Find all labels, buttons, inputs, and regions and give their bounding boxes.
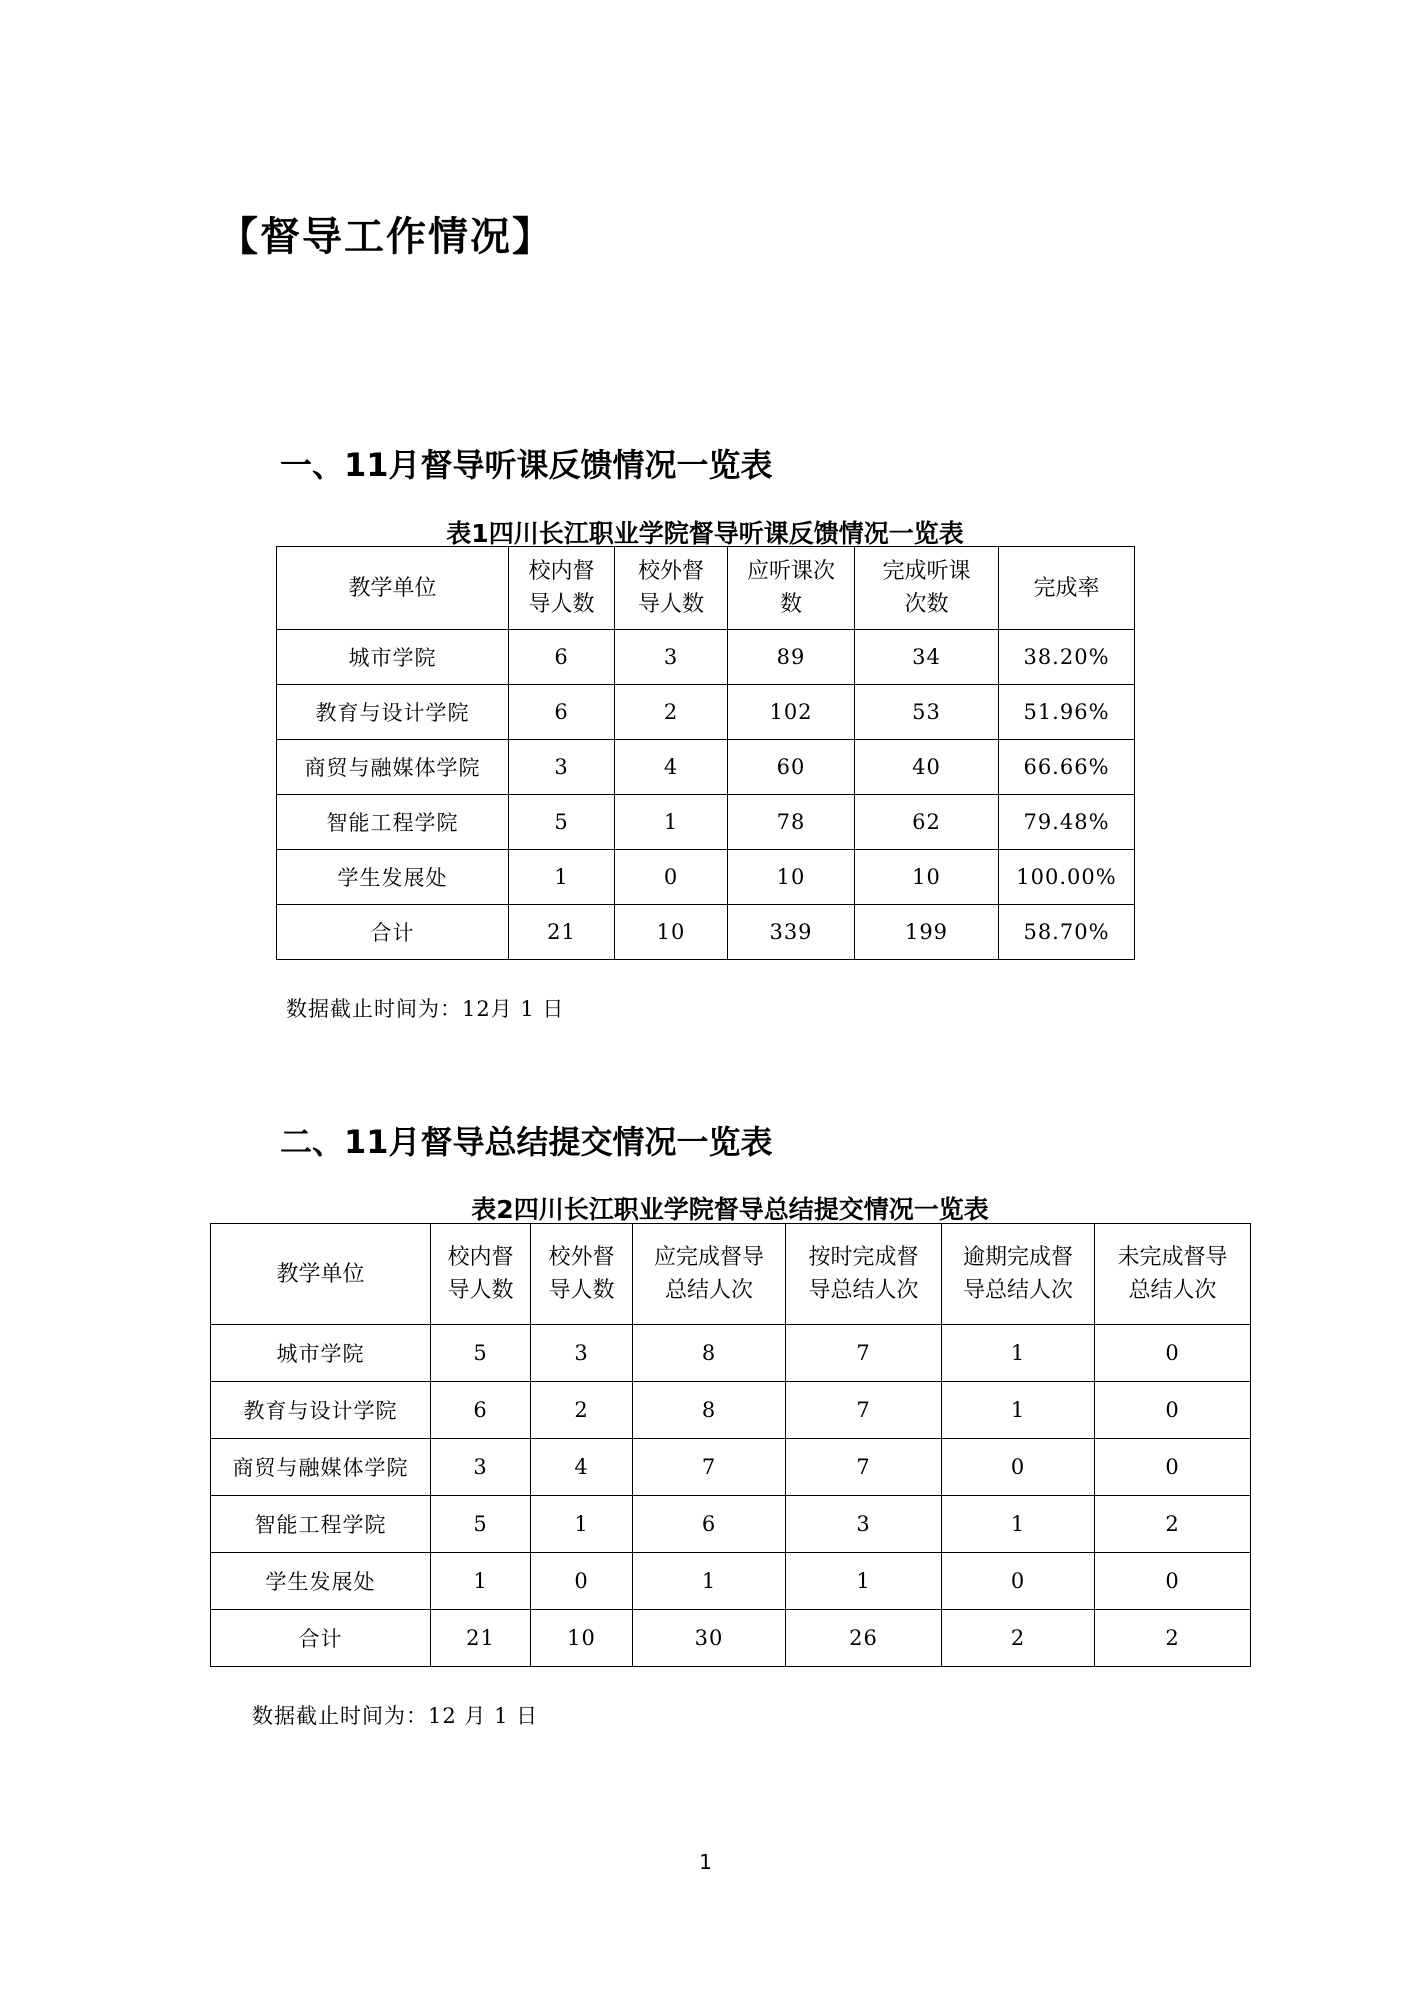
table2-header-row [211,1224,1251,1325]
value-cell: 6 [509,685,615,740]
value-cell: 5 [431,1325,531,1382]
value-cell: 2 [1095,1496,1251,1553]
value-cell: 1 [431,1553,531,1610]
table-row [277,905,1135,960]
value-cell: 100.00% [999,850,1135,905]
unit-name-cell: 商贸与融媒体学院 [277,740,509,795]
column-header: 完成听课 次数 [855,547,999,630]
value-cell: 10 [728,850,855,905]
value-cell: 7 [786,1439,942,1496]
column-header: 教学单位 [211,1224,431,1325]
section2-heading: 二、11月督导总结提交情况一览表 [280,1123,773,1161]
table-row [211,1496,1251,1553]
unit-name-cell: 智能工程学院 [277,795,509,850]
value-cell: 34 [855,630,999,685]
value-cell: 79.48% [999,795,1135,850]
column-header: 校外督 导人数 [531,1224,633,1325]
value-cell: 89 [728,630,855,685]
value-cell: 0 [1095,1439,1251,1496]
value-cell: 60 [728,740,855,795]
value-cell: 1 [786,1553,942,1610]
value-cell: 66.66% [999,740,1135,795]
column-header: 校内督 导人数 [509,547,615,630]
value-cell: 10 [615,905,728,960]
value-cell: 78 [728,795,855,850]
column-header: 逾期完成督 导总结人次 [942,1224,1095,1325]
value-cell: 0 [1095,1382,1251,1439]
column-header: 应完成督导 总结人次 [633,1224,786,1325]
value-cell: 0 [1095,1553,1251,1610]
table-row [211,1382,1251,1439]
value-cell: 339 [728,905,855,960]
value-cell: 8 [633,1382,786,1439]
table1-data-cutoff-note: 数据截止时间为：12月 1 日 [286,997,565,1021]
value-cell: 2 [615,685,728,740]
value-cell: 51.96% [999,685,1135,740]
unit-name-cell: 学生发展处 [211,1553,431,1610]
value-cell: 3 [431,1439,531,1496]
value-cell: 7 [786,1325,942,1382]
unit-name-cell: 合计 [211,1610,431,1667]
table-row [277,850,1135,905]
value-cell: 10 [531,1610,633,1667]
table-row [211,1610,1251,1667]
table1-header-row [277,547,1135,630]
value-cell: 26 [786,1610,942,1667]
unit-name-cell: 商贸与融媒体学院 [211,1439,431,1496]
value-cell: 3 [615,630,728,685]
unit-name-cell: 城市学院 [277,630,509,685]
page-title: 【督导工作情况】 [218,214,554,260]
value-cell: 7 [633,1439,786,1496]
value-cell: 0 [942,1439,1095,1496]
value-cell: 3 [509,740,615,795]
table-row [277,630,1135,685]
value-cell: 21 [509,905,615,960]
column-header: 应听课次 数 [728,547,855,630]
unit-name-cell: 学生发展处 [277,850,509,905]
value-cell: 3 [786,1496,942,1553]
value-cell: 199 [855,905,999,960]
value-cell: 0 [615,850,728,905]
unit-name-cell: 城市学院 [211,1325,431,1382]
unit-name-cell: 教育与设计学院 [211,1382,431,1439]
column-header: 校外督 导人数 [615,547,728,630]
value-cell: 53 [855,685,999,740]
value-cell: 21 [431,1610,531,1667]
value-cell: 7 [786,1382,942,1439]
value-cell: 1 [942,1496,1095,1553]
value-cell: 5 [509,795,615,850]
value-cell: 3 [531,1325,633,1382]
value-cell: 58.70% [999,905,1135,960]
value-cell: 62 [855,795,999,850]
section1-heading: 一、11月督导听课反馈情况一览表 [280,446,773,484]
table-row [211,1325,1251,1382]
value-cell: 1 [942,1382,1095,1439]
unit-name-cell: 合计 [277,905,509,960]
table-row [277,795,1135,850]
value-cell: 30 [633,1610,786,1667]
table-row [277,685,1135,740]
value-cell: 2 [1095,1610,1251,1667]
value-cell: 4 [531,1439,633,1496]
value-cell: 102 [728,685,855,740]
table2-data-cutoff-note: 数据截止时间为：12 月 1 日 [252,1704,539,1728]
value-cell: 38.20% [999,630,1135,685]
value-cell: 0 [531,1553,633,1610]
value-cell: 4 [615,740,728,795]
table-row [277,740,1135,795]
column-header: 校内督 导人数 [431,1224,531,1325]
table-row [211,1553,1251,1610]
column-header: 按时完成督 导总结人次 [786,1224,942,1325]
table-row [211,1439,1251,1496]
value-cell: 1 [509,850,615,905]
value-cell: 1 [942,1325,1095,1382]
table1-caption: 表1四川长江职业学院督导听课反馈情况一览表 [446,519,964,548]
value-cell: 5 [431,1496,531,1553]
value-cell: 40 [855,740,999,795]
value-cell: 2 [942,1610,1095,1667]
value-cell: 1 [615,795,728,850]
supervision-feedback-table [276,546,1135,960]
page-number: 1 [699,1850,712,1874]
value-cell: 1 [633,1553,786,1610]
value-cell: 6 [633,1496,786,1553]
column-header: 未完成督导 总结人次 [1095,1224,1251,1325]
value-cell: 6 [509,630,615,685]
value-cell: 2 [531,1382,633,1439]
value-cell: 0 [1095,1325,1251,1382]
value-cell: 10 [855,850,999,905]
value-cell: 8 [633,1325,786,1382]
value-cell: 0 [942,1553,1095,1610]
value-cell: 1 [531,1496,633,1553]
column-header: 教学单位 [277,547,509,630]
unit-name-cell: 智能工程学院 [211,1496,431,1553]
summary-submission-table [210,1223,1251,1667]
table2-caption: 表2四川长江职业学院督导总结提交情况一览表 [471,1195,989,1224]
column-header: 完成率 [999,547,1135,630]
unit-name-cell: 教育与设计学院 [277,685,509,740]
value-cell: 6 [431,1382,531,1439]
